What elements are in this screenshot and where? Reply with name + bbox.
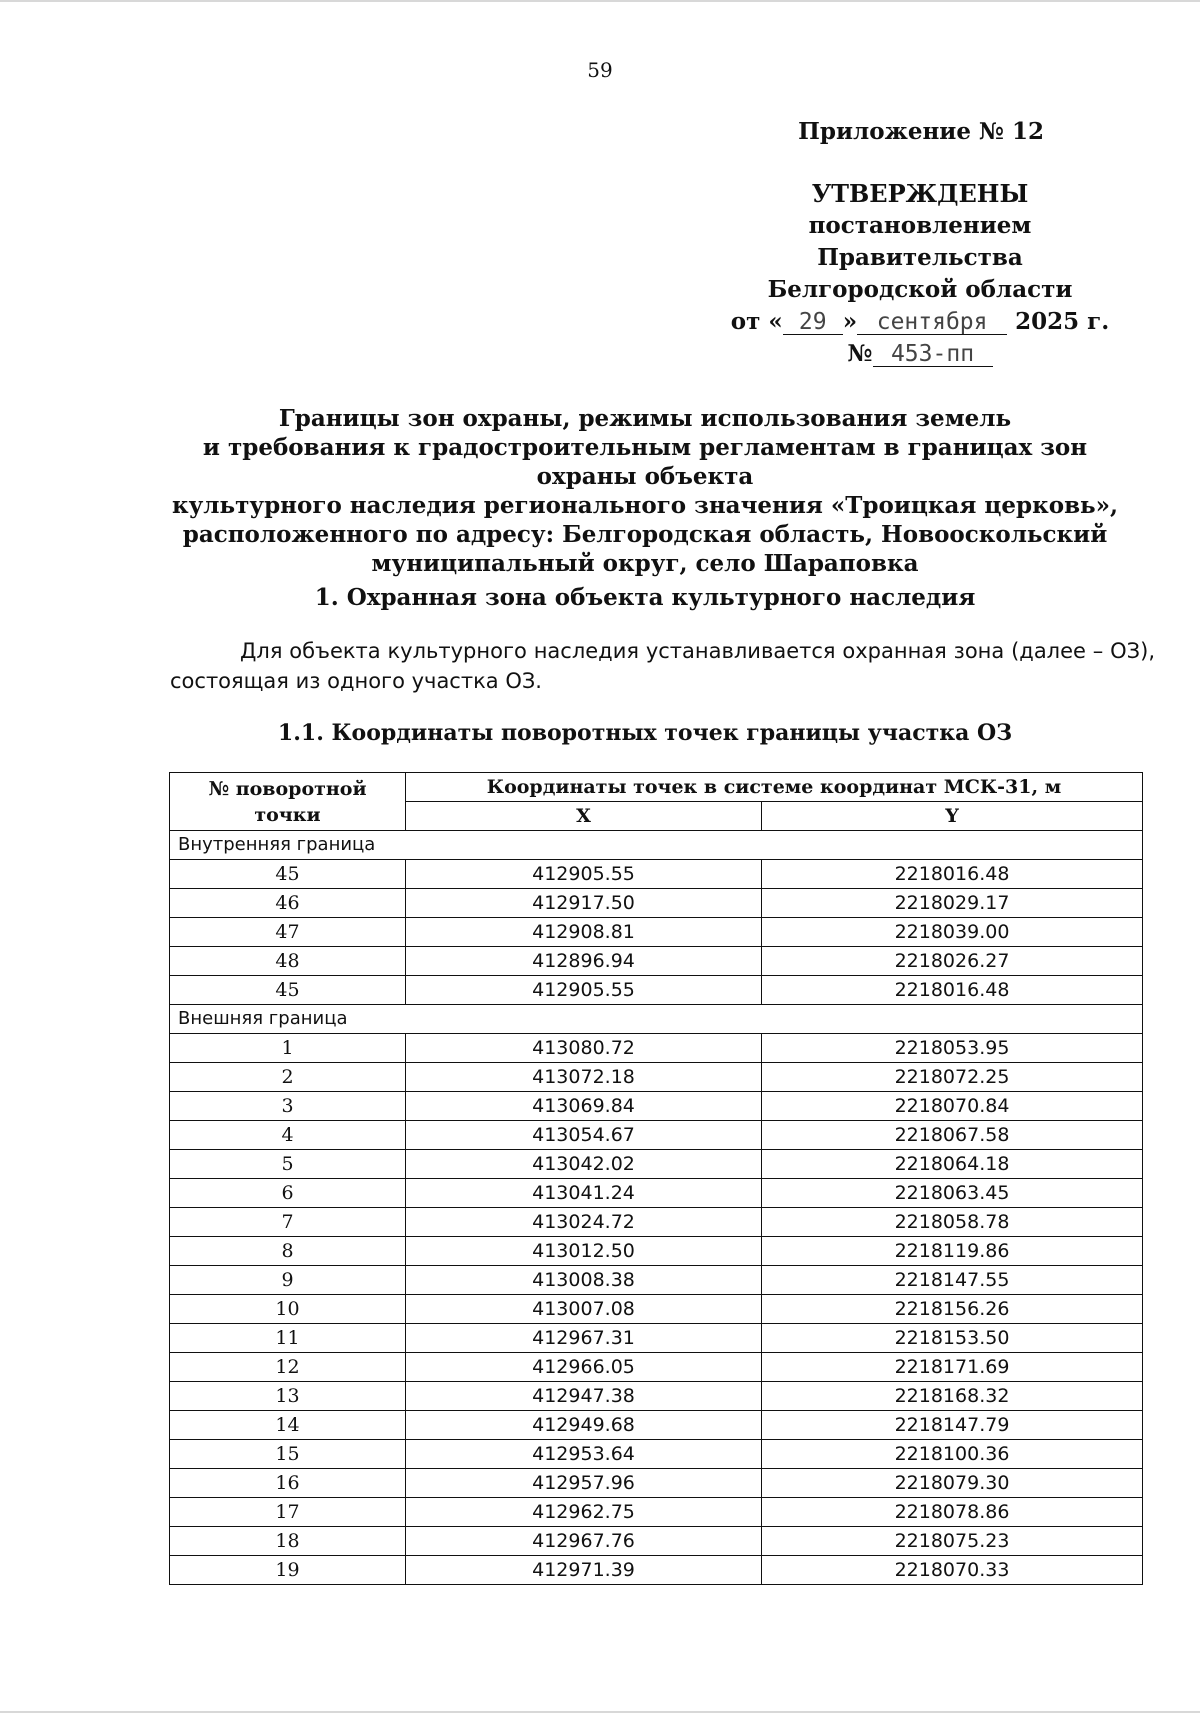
y-coordinate-cell: 2218016.48	[762, 976, 1143, 1005]
table-row	[170, 1382, 1143, 1411]
x-coordinate-cell: 412908.81	[406, 918, 762, 947]
date-mid: »	[842, 308, 858, 335]
number-prefix: №	[847, 340, 873, 367]
point-number-cell: 5	[170, 1150, 406, 1179]
table-row	[170, 1266, 1143, 1295]
header-y: Y	[762, 802, 1143, 831]
point-number-cell: 18	[170, 1527, 406, 1556]
y-coordinate-cell: 2218058.78	[762, 1208, 1143, 1237]
y-coordinate-cell: 2218067.58	[762, 1121, 1143, 1150]
point-number-cell: 9	[170, 1266, 406, 1295]
point-number-cell: 6	[170, 1179, 406, 1208]
x-coordinate-cell: 413012.50	[406, 1237, 762, 1266]
table-row	[170, 1092, 1143, 1121]
resolution-number: 453-пп	[873, 342, 993, 367]
date-month: сентября	[857, 310, 1007, 335]
table-row	[170, 1121, 1143, 1150]
point-number-cell: 11	[170, 1324, 406, 1353]
y-coordinate-cell: 2218016.48	[762, 860, 1143, 889]
y-coordinate-cell: 2218026.27	[762, 947, 1143, 976]
y-coordinate-cell: 2218072.25	[762, 1063, 1143, 1092]
approval-line-1: постановлением Правительства	[808, 212, 1032, 271]
point-number-cell: 4	[170, 1121, 406, 1150]
table-row	[170, 1527, 1143, 1556]
x-coordinate-cell: 412905.55	[406, 860, 762, 889]
y-coordinate-cell: 2218156.26	[762, 1295, 1143, 1324]
point-number-cell: 48	[170, 947, 406, 976]
table-row	[170, 1411, 1143, 1440]
x-coordinate-cell: 413024.72	[406, 1208, 762, 1237]
intro-text: Для объекта культурного наследия устанавливается охранная зона (далее – ОЗ), состоящая из одного участка ОЗ.	[170, 639, 1155, 693]
x-coordinate-cell: 412962.75	[406, 1498, 762, 1527]
table-body	[170, 831, 1143, 1585]
group-label: Внутренняя граница	[170, 831, 1143, 860]
table-row	[170, 1440, 1143, 1469]
y-coordinate-cell: 2218168.32	[762, 1382, 1143, 1411]
point-number-cell: 2	[170, 1063, 406, 1092]
point-number-cell: 7	[170, 1208, 406, 1237]
point-number-cell: 8	[170, 1237, 406, 1266]
point-number-cell: 12	[170, 1353, 406, 1382]
y-coordinate-cell: 2218070.84	[762, 1092, 1143, 1121]
table-row	[170, 947, 1143, 976]
table-row	[170, 860, 1143, 889]
table-row	[170, 1498, 1143, 1527]
table-row	[170, 1353, 1143, 1382]
date-year: 2025 г.	[1015, 308, 1110, 335]
approval-line-2: Белгородской области	[767, 276, 1073, 303]
approval-date	[720, 306, 1120, 338]
document-title-line: муниципальный округ, село Шараповка	[371, 550, 919, 577]
group-label: Внешняя граница	[170, 1005, 1143, 1034]
point-number-cell: 16	[170, 1469, 406, 1498]
header-point-number: № поворотной точки	[170, 773, 406, 831]
point-number-cell: 17	[170, 1498, 406, 1527]
coordinates-table	[169, 772, 1143, 1585]
table-group-row	[170, 1005, 1143, 1034]
x-coordinate-cell: 412967.31	[406, 1324, 762, 1353]
x-coordinate-cell: 412949.68	[406, 1411, 762, 1440]
intro-paragraph	[170, 636, 1155, 696]
scan-edge-top	[0, 0, 1200, 2]
x-coordinate-cell: 412917.50	[406, 889, 762, 918]
x-coordinate-cell: 412947.38	[406, 1382, 762, 1411]
x-coordinate-cell: 412967.76	[406, 1527, 762, 1556]
x-coordinate-cell: 413008.38	[406, 1266, 762, 1295]
y-coordinate-cell: 2218171.69	[762, 1353, 1143, 1382]
header-coordinates: Координаты точек в системе координат МСК-31, м	[406, 773, 1143, 802]
x-coordinate-cell: 413042.02	[406, 1150, 762, 1179]
x-coordinate-cell: 412953.64	[406, 1440, 762, 1469]
y-coordinate-cell: 2218070.33	[762, 1556, 1143, 1585]
table-row	[170, 1063, 1143, 1092]
appendix-label: Приложение № 12	[798, 118, 1044, 145]
x-coordinate-cell: 412957.96	[406, 1469, 762, 1498]
y-coordinate-cell: 2218029.17	[762, 889, 1143, 918]
date-prefix: от «	[730, 308, 783, 335]
x-coordinate-cell: 413054.67	[406, 1121, 762, 1150]
date-day: 29	[783, 310, 843, 335]
table-group-row	[170, 831, 1143, 860]
y-coordinate-cell: 2218075.23	[762, 1527, 1143, 1556]
document-title-line: Границы зон охраны, режимы использования земель	[278, 405, 1012, 432]
document-title-line: расположенного по адресу: Белгородская область, Новооскольский	[182, 521, 1108, 548]
y-coordinate-cell: 2218119.86	[762, 1237, 1143, 1266]
x-coordinate-cell: 412971.39	[406, 1556, 762, 1585]
table-row	[170, 1150, 1143, 1179]
document-title-line: культурного наследия регионального значения «Троицкая церковь»,	[171, 492, 1119, 519]
document-title-line: и требования к градостроительным регламентам в границах зон охраны объекта	[202, 434, 1088, 490]
table-row	[170, 1295, 1143, 1324]
point-number-cell: 1	[170, 1034, 406, 1063]
table-row	[170, 1237, 1143, 1266]
header-x: X	[406, 802, 762, 831]
y-coordinate-cell: 2218147.55	[762, 1266, 1143, 1295]
y-coordinate-cell: 2218079.30	[762, 1469, 1143, 1498]
point-number-cell: 46	[170, 889, 406, 918]
x-coordinate-cell: 413080.72	[406, 1034, 762, 1063]
x-coordinate-cell: 413072.18	[406, 1063, 762, 1092]
approval-title: УТВЕРЖДЕНЫ	[811, 179, 1029, 208]
x-coordinate-cell: 412896.94	[406, 947, 762, 976]
table-row	[170, 1324, 1143, 1353]
point-number-cell: 13	[170, 1382, 406, 1411]
y-coordinate-cell: 2218063.45	[762, 1179, 1143, 1208]
table-row	[170, 1556, 1143, 1585]
point-number-cell: 15	[170, 1440, 406, 1469]
x-coordinate-cell: 413069.84	[406, 1092, 762, 1121]
y-coordinate-cell: 2218064.18	[762, 1150, 1143, 1179]
point-number-cell: 10	[170, 1295, 406, 1324]
table-row	[170, 1469, 1143, 1498]
y-coordinate-cell: 2218147.79	[762, 1411, 1143, 1440]
approval-number	[720, 338, 1120, 370]
table-row	[170, 976, 1143, 1005]
section-title: 1. Охранная зона объекта культурного наследия	[314, 584, 976, 611]
x-coordinate-cell: 412905.55	[406, 976, 762, 1005]
y-coordinate-cell: 2218100.36	[762, 1440, 1143, 1469]
point-number-cell: 45	[170, 976, 406, 1005]
approval-block	[720, 178, 1120, 370]
table-row	[170, 1208, 1143, 1237]
point-number-cell: 45	[170, 860, 406, 889]
point-number-cell: 14	[170, 1411, 406, 1440]
y-coordinate-cell: 2218078.86	[762, 1498, 1143, 1527]
y-coordinate-cell: 2218153.50	[762, 1324, 1143, 1353]
table-row	[170, 889, 1143, 918]
point-number-cell: 47	[170, 918, 406, 947]
point-number-cell: 19	[170, 1556, 406, 1585]
table-row	[170, 918, 1143, 947]
y-coordinate-cell: 2218039.00	[762, 918, 1143, 947]
page-number: 59	[587, 58, 613, 82]
x-coordinate-cell: 413007.08	[406, 1295, 762, 1324]
document-title	[150, 404, 1140, 578]
x-coordinate-cell: 412966.05	[406, 1353, 762, 1382]
y-coordinate-cell: 2218053.95	[762, 1034, 1143, 1063]
point-number-cell: 3	[170, 1092, 406, 1121]
table-row	[170, 1034, 1143, 1063]
table-row	[170, 1179, 1143, 1208]
x-coordinate-cell: 413041.24	[406, 1179, 762, 1208]
subsection-title: 1.1. Координаты поворотных точек границы участка ОЗ	[277, 720, 1013, 746]
